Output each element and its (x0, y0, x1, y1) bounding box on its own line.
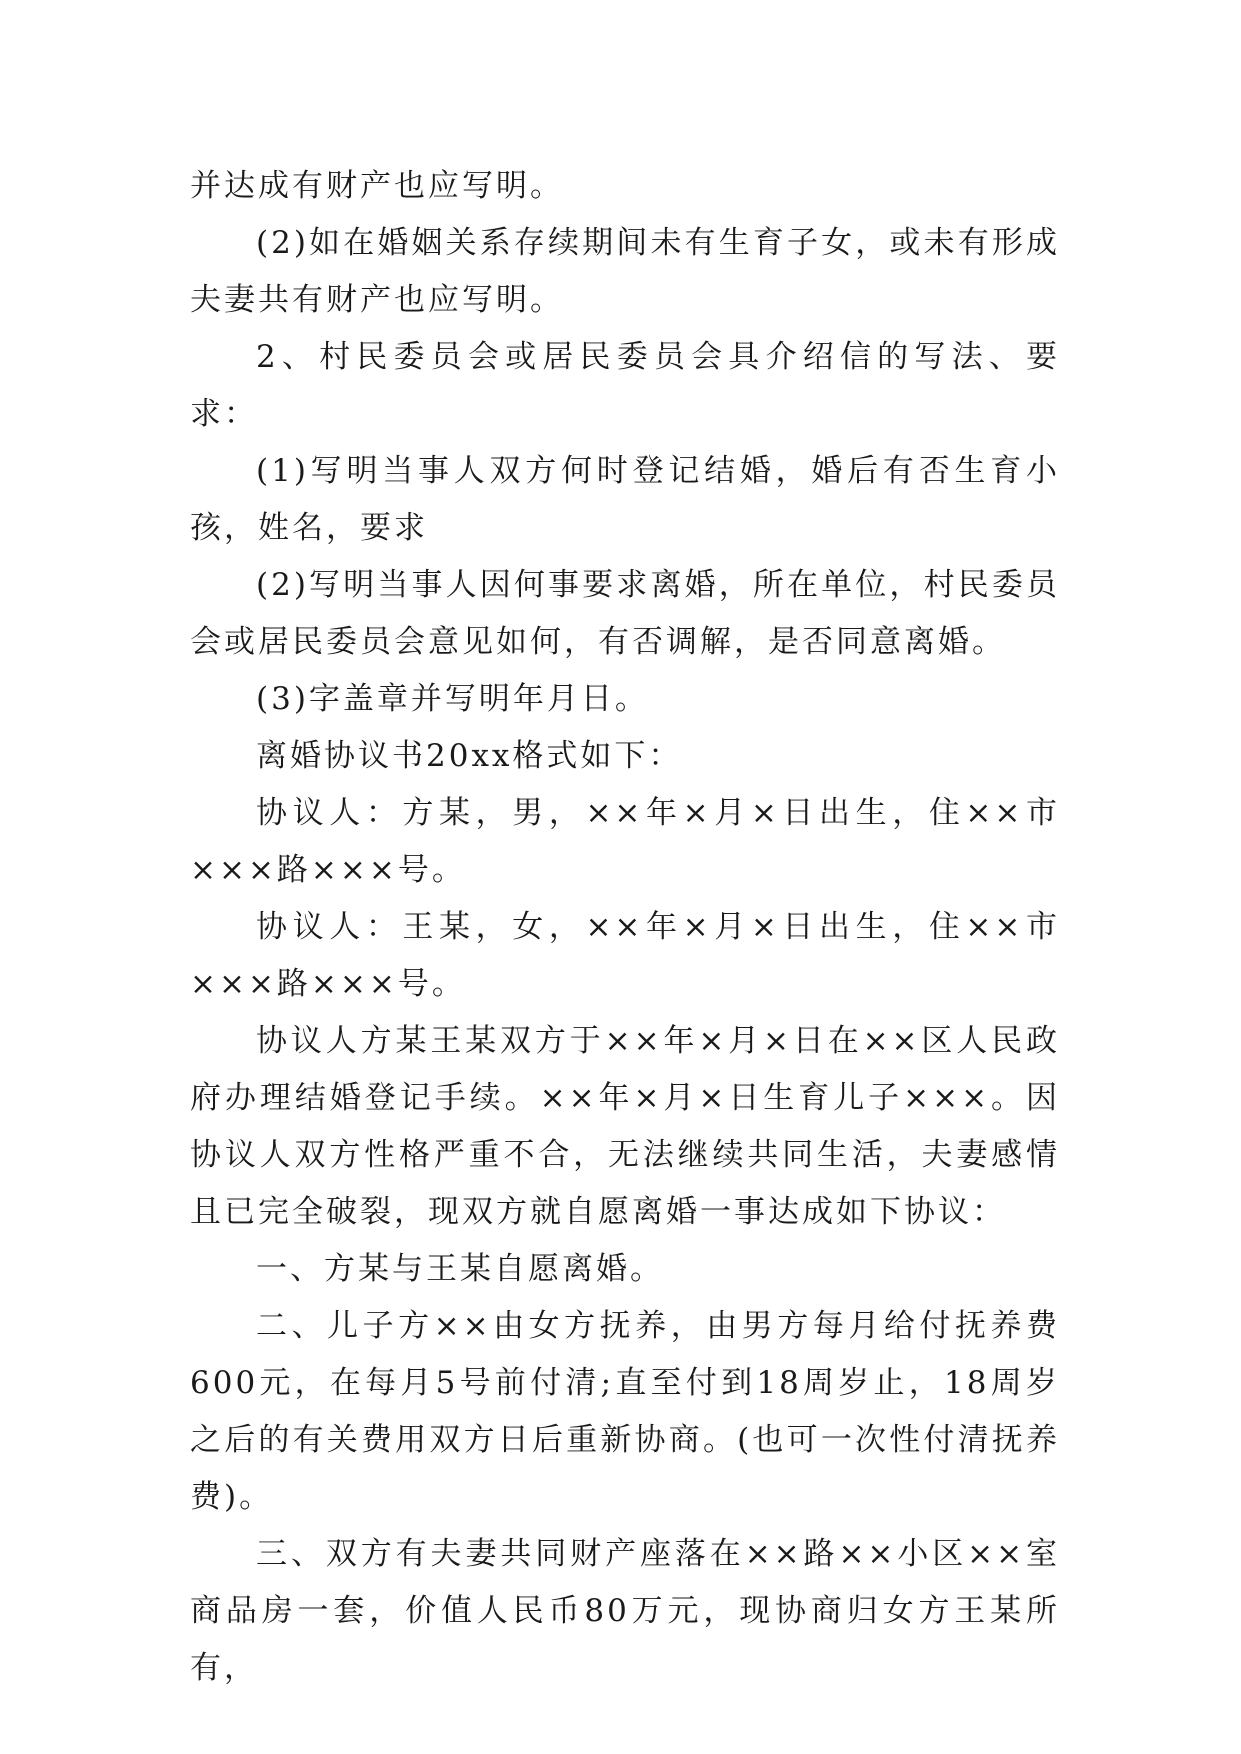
document-body (190, 158, 1060, 1697)
paragraph: 离婚协议书20xx格式如下： (256, 738, 683, 774)
paragraph: (1)写明当事人双方何时登记结婚，婚后有否生育小孩，姓名，要求 (190, 453, 1060, 546)
paragraph: 三、双方有夫妻共同财产座落在××路××小区××室商品房一套，价值人民币80万元，现协商归女方王某所有， (190, 1536, 1060, 1686)
paragraph: 二、儿子方××由女方抚养，由男方每月给付抚养费600元，在每月5号前付清;直至付到18周岁止，18周岁之后的有关费用双方日后重新协商。(也可一次性付清抚养费)。 (190, 1308, 1060, 1515)
paragraph: (2)写明当事人因何事要求离婚，所在单位，村民委员会或居民委员会意见如何，有否调解，是否同意离婚。 (190, 567, 1060, 660)
paragraph: (2)如在婚姻关系存续期间未有生育子女，或未有形成夫妻共有财产也应写明。 (190, 225, 1060, 318)
paragraph: 协议人：方某，男，××年×月×日出生，住××市×××路×××号。 (190, 795, 1060, 888)
paragraph: 并达成有财产也应写明。 (190, 168, 564, 204)
paragraph: 2、村民委员会或居民委员会具介绍信的写法、要求： (190, 339, 1060, 432)
paragraph: (3)字盖章并写明年月日。 (256, 681, 649, 717)
paragraph: 协议人方某王某双方于××年×月×日在××区人民政府办理结婚登记手续。××年×月×日生育儿子×××。因协议人双方性格严重不合，无法继续共同生活，夫妻感情且已完全破裂，现双方就自愿离婚一事达成如下协议： (190, 1023, 1060, 1230)
paragraph: 一、方某与王某自愿离婚。 (256, 1251, 664, 1287)
paragraph: 协议人：王某，女，××年×月×日出生，住××市×××路×××号。 (190, 909, 1060, 1002)
